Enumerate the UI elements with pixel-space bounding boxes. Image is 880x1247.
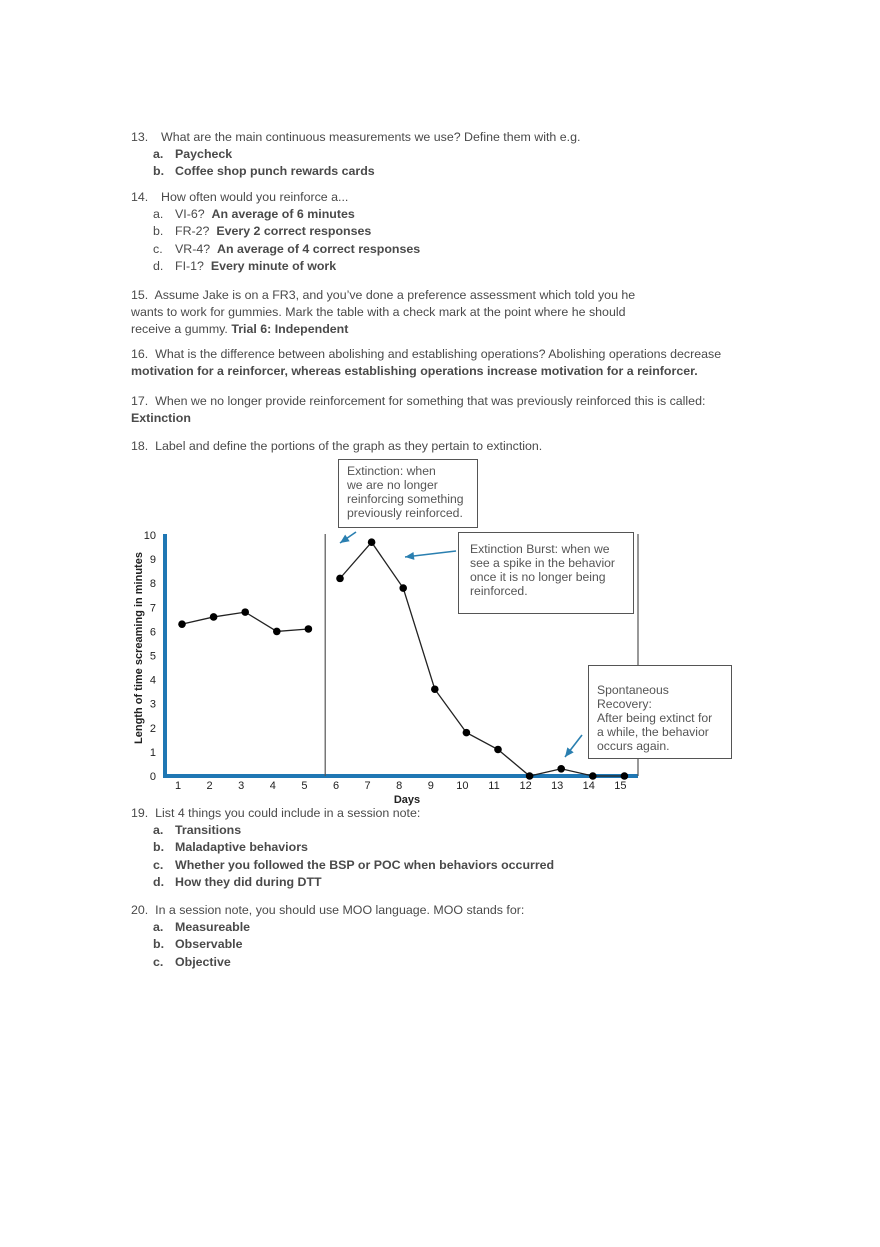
question-number: 14. <box>131 190 149 204</box>
option-item <box>131 874 731 891</box>
y-tick-label: 2 <box>149 722 156 735</box>
option-letter: d. <box>153 874 165 889</box>
data-point <box>399 584 407 592</box>
callout-line: reinforcing something <box>347 492 464 506</box>
arrow-spontaneous-recovery-head <box>565 747 574 757</box>
question-text: How often would you reinforce a... <box>161 190 349 204</box>
option-letter: b. <box>153 840 165 855</box>
data-point <box>526 772 534 780</box>
question-number: 15. <box>131 288 149 302</box>
callout-extinction <box>338 459 478 528</box>
option-answer: An average of 6 minutes <box>211 207 355 221</box>
question-number: 18. <box>131 439 149 453</box>
option-answer: Every 2 correct responses <box>216 224 372 239</box>
question-text: When we no longer provide reinforcement for something that was previously reinforced this is called: <box>155 394 706 408</box>
question-text-line: receive a gummy. <box>131 322 228 336</box>
option-item <box>131 839 731 856</box>
data-point <box>589 772 597 780</box>
y-tick-label: 0 <box>149 771 156 783</box>
option-prompt: VR-4? <box>175 241 211 256</box>
callout-line: reinforced. <box>470 584 528 598</box>
option-letter: c. <box>153 241 163 256</box>
callout-line: once it is no longer being <box>470 570 606 584</box>
question-text: Label and define the portions of the graph as they pertain to extinction. <box>155 439 543 453</box>
data-point <box>241 608 249 616</box>
option-answer: Every minute of work <box>210 258 337 273</box>
option-item <box>131 936 731 953</box>
question-text: List 4 things you could include in a session note: <box>155 806 421 820</box>
data-point <box>178 620 186 628</box>
callout-line: Spontaneous Recovery: <box>597 683 669 711</box>
y-tick-label: 1 <box>149 746 156 759</box>
x-tick-label: 10 <box>456 780 469 792</box>
option-text: Objective <box>175 954 231 969</box>
data-point <box>273 628 281 636</box>
callout-spontaneous-recovery <box>588 665 732 759</box>
option-prompt: FI-1? <box>175 258 204 273</box>
option-text: Measureable <box>175 920 251 934</box>
callout-line: we are no longer <box>347 478 438 492</box>
option-answer: An average of 4 correct responses <box>217 241 421 256</box>
question-number: 19. <box>131 806 149 820</box>
answer-text: Trial 6: Independent <box>231 322 349 336</box>
option-letter: c. <box>153 954 164 969</box>
callout-line: Extinction: when <box>347 464 436 478</box>
option-item <box>131 857 731 874</box>
y-tick-label: 8 <box>149 578 156 591</box>
callout-line: After being extinct for <box>597 711 713 725</box>
option-letter: d. <box>153 258 164 273</box>
callout-line: occurs again. <box>597 739 670 753</box>
x-tick-label: 11 <box>488 780 500 792</box>
x-tick-label: 15 <box>614 780 627 792</box>
y-tick-label: 10 <box>143 530 156 542</box>
option-letter: a. <box>153 920 164 934</box>
callout-extinction-burst <box>458 532 634 614</box>
x-axis-label: Days <box>393 794 421 806</box>
x-tick-label: 4 <box>269 780 276 792</box>
option-text: Maladaptive behaviors <box>175 840 308 855</box>
question-number: 16. <box>131 347 149 361</box>
x-tick-label: 3 <box>238 780 245 792</box>
question-20 <box>131 902 731 971</box>
option-text: Paycheck <box>175 147 233 161</box>
data-point <box>463 729 471 737</box>
x-tick-label: 12 <box>519 780 532 792</box>
data-point <box>621 772 629 780</box>
x-tick-label: 8 <box>396 780 403 792</box>
answer-text: Extinction <box>131 411 191 425</box>
arrow-extinction-head <box>340 535 350 543</box>
option-prompt: FR-2? <box>175 224 210 239</box>
answer-text: motivation for a reinforcer, whereas establishing operations increase motivation for a reinforcer. <box>131 364 698 378</box>
question-number: 13. <box>131 130 149 144</box>
data-point <box>336 575 344 583</box>
question-text-line: Assume Jake is on a FR3, and you’ve done a preference assessment which told you he <box>154 288 636 302</box>
y-tick-label: 3 <box>149 698 156 711</box>
callout-line: see a spike in the behavior <box>470 556 615 570</box>
option-text: Coffee shop punch rewards cards <box>175 164 375 179</box>
x-tick-label: 9 <box>427 780 434 792</box>
y-tick-label: 5 <box>149 650 156 663</box>
question-19 <box>131 805 731 891</box>
option-text: How they did during DTT <box>175 874 322 889</box>
option-letter: c. <box>153 857 164 872</box>
option-prompt: VI-6? <box>175 207 205 221</box>
data-point <box>494 746 502 754</box>
option-item <box>131 919 731 936</box>
question-number: 17. <box>131 394 149 408</box>
option-letter: a. <box>153 207 164 221</box>
question-number: 20. <box>131 903 149 917</box>
question-text: What are the main continuous measurements we use? Define them with e.g. <box>161 130 581 144</box>
arrow-extinction-burst-head <box>405 552 414 560</box>
question-text-line: wants to work for gummies. Mark the table with a check mark at the point where he should <box>131 305 626 319</box>
option-letter: b. <box>153 164 165 179</box>
x-tick-label: 6 <box>332 780 340 792</box>
y-axis-label: Length of time screaming in minutes <box>133 552 145 744</box>
y-tick-label: 7 <box>149 602 156 615</box>
y-tick-label: 9 <box>149 554 156 567</box>
x-tick-label: 1 <box>174 780 182 792</box>
question-text-line: What is the difference between abolishing and establishing operations? Abolishing operations decrease <box>155 347 722 361</box>
y-tick-label: 4 <box>149 674 156 687</box>
y-tick-label: 6 <box>149 626 156 639</box>
x-tick-label: 14 <box>582 780 595 792</box>
question-text: In a session note, you should use MOO language. MOO stands for: <box>155 903 525 917</box>
option-item <box>131 822 731 839</box>
data-point <box>368 538 376 546</box>
option-letter: a. <box>153 823 164 837</box>
data-point <box>210 613 218 621</box>
callout-line: Extinction Burst: when we <box>470 542 610 556</box>
option-letter: b. <box>153 937 165 952</box>
x-tick-label: 7 <box>364 780 371 792</box>
x-tick-label: 2 <box>206 780 213 792</box>
option-letter: b. <box>153 224 164 239</box>
data-point <box>305 625 313 633</box>
callout-line: previously reinforced. <box>347 506 463 520</box>
data-point <box>557 765 565 773</box>
callout-line: a while, the behavior <box>597 725 709 739</box>
option-text: Transitions <box>175 823 242 837</box>
option-text: Observable <box>175 937 243 952</box>
x-tick-label: 5 <box>301 780 308 792</box>
option-letter: a. <box>153 147 164 161</box>
option-text: Whether you followed the BSP or POC when behaviors occurred <box>175 857 555 872</box>
x-tick-label: 13 <box>551 780 564 792</box>
data-point <box>431 685 439 693</box>
option-item <box>131 954 731 971</box>
